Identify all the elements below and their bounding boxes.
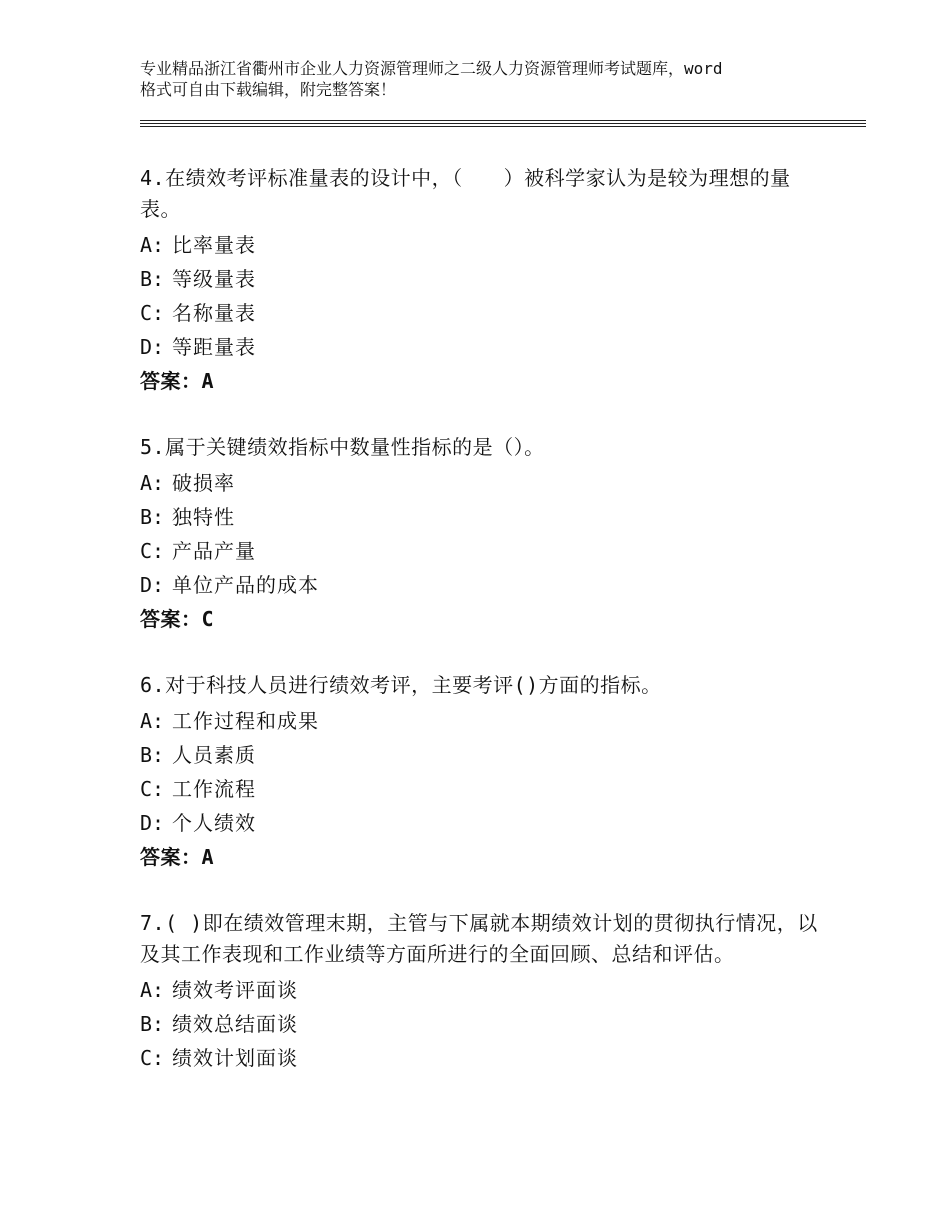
question-stem: 5.属于关键绩效指标中数量性指标的是（）。 xyxy=(140,435,545,459)
option-letter: D: xyxy=(140,335,165,359)
option-letter: C: xyxy=(140,777,165,801)
option-text: 人员素质 xyxy=(172,743,256,767)
option-text: 破损率 xyxy=(172,471,235,495)
question-list xyxy=(140,163,820,1109)
option-text: 个人绩效 xyxy=(172,811,256,835)
option-text: 工作流程 xyxy=(172,777,256,801)
option-text: 等级量表 xyxy=(172,267,256,291)
option-letter: D: xyxy=(140,811,165,835)
option-c xyxy=(140,296,820,330)
option-text: 名称量表 xyxy=(172,301,256,325)
question-stem: 6.对于科技人员进行绩效考评，主要考评()方面的指标。 xyxy=(140,673,662,697)
option-letter: C: xyxy=(140,1046,165,1070)
question-4 xyxy=(140,163,820,398)
option-letter: A: xyxy=(140,978,165,1002)
option-text: 产品产量 xyxy=(172,539,256,563)
option-a xyxy=(140,973,820,1007)
option-a xyxy=(140,466,820,500)
option-c xyxy=(140,1041,820,1075)
option-b xyxy=(140,1007,820,1041)
option-d xyxy=(140,806,820,840)
option-b xyxy=(140,738,820,772)
option-text: 工作过程和成果 xyxy=(172,709,319,733)
question-5 xyxy=(140,432,820,636)
option-b xyxy=(140,500,820,534)
option-text: 独特性 xyxy=(172,505,235,529)
header-divider-line xyxy=(140,126,866,127)
option-letter: C: xyxy=(140,301,165,325)
header-divider-line xyxy=(140,120,866,121)
option-letter: B: xyxy=(140,1012,165,1036)
header-divider-line xyxy=(140,123,866,124)
option-c xyxy=(140,772,820,806)
option-a xyxy=(140,704,820,738)
option-a xyxy=(140,228,820,262)
option-text: 绩效总结面谈 xyxy=(172,1012,298,1036)
option-d xyxy=(140,330,820,364)
answer-label: 答案：C xyxy=(140,607,215,631)
option-text: 等距量表 xyxy=(172,335,256,359)
header-title-line-2: 格式可自由下载编辑，附完整答案！ xyxy=(140,80,397,99)
question-stem: 7.( )即在绩效管理末期，主管与下属就本期绩效计划的贯彻执行情况，以及其工作表现和工作业绩等方面所进行的全面回顾、总结和评估。 xyxy=(140,911,818,966)
option-text: 单位产品的成本 xyxy=(172,573,319,597)
question-6 xyxy=(140,670,820,874)
answer-label: 答案：A xyxy=(140,845,215,869)
option-text: 绩效计划面谈 xyxy=(172,1046,298,1070)
option-letter: B: xyxy=(140,743,165,767)
document-header xyxy=(140,58,840,100)
option-text: 比率量表 xyxy=(172,233,256,257)
option-letter: B: xyxy=(140,505,165,529)
option-letter: C: xyxy=(140,539,165,563)
option-letter: B: xyxy=(140,267,165,291)
question-stem: 4.在绩效考评标准量表的设计中，（ ）被科学家认为是较为理想的量表。 xyxy=(140,166,791,221)
question-7 xyxy=(140,908,820,1075)
option-letter: A: xyxy=(140,471,165,495)
option-d xyxy=(140,568,820,602)
option-text: 绩效考评面谈 xyxy=(172,978,298,1002)
option-letter: A: xyxy=(140,709,165,733)
option-letter: A: xyxy=(140,233,165,257)
option-b xyxy=(140,262,820,296)
header-title-line-1: 专业精品浙江省衢州市企业人力资源管理师之二级人力资源管理师考试题库，word xyxy=(140,59,723,78)
option-c xyxy=(140,534,820,568)
answer-label: 答案：A xyxy=(140,369,215,393)
option-letter: D: xyxy=(140,573,165,597)
